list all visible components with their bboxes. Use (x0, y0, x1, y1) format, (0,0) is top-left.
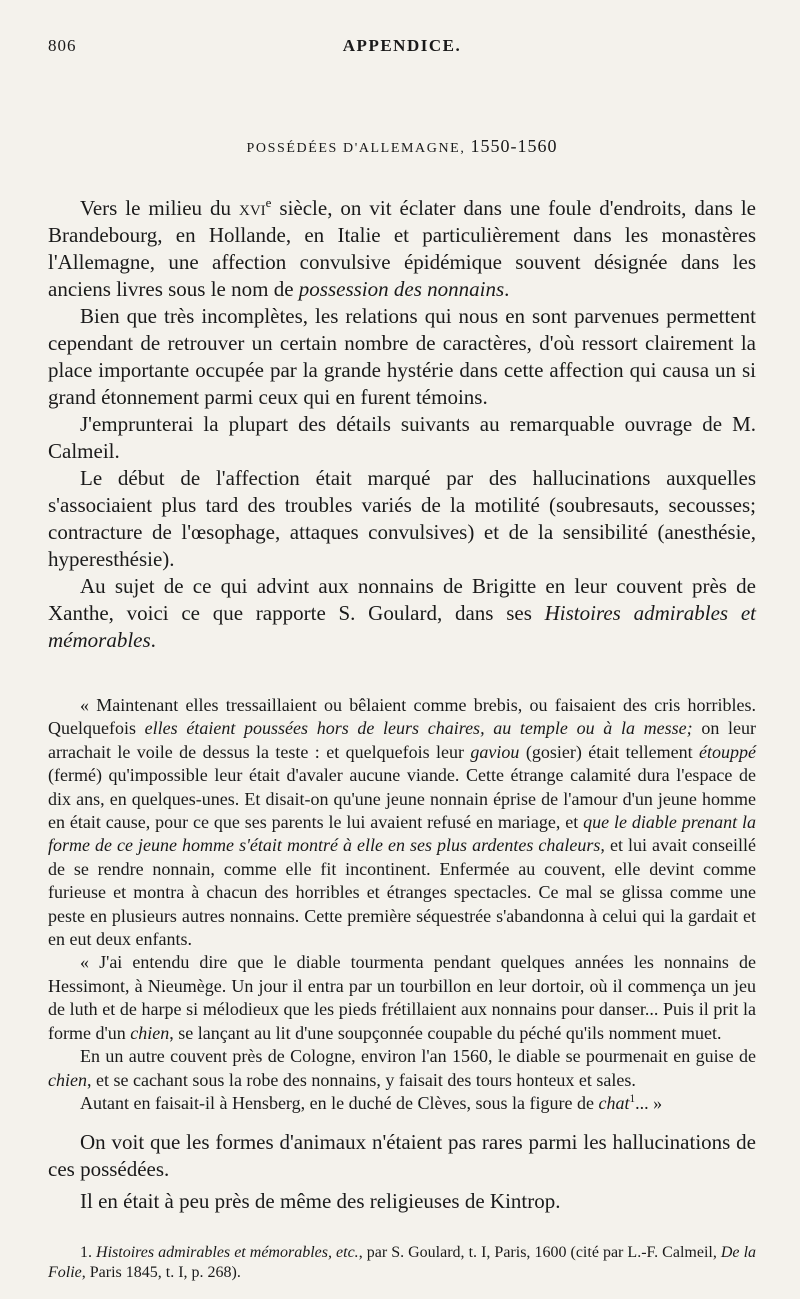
section-title (48, 136, 756, 157)
quote-paragraph-2: « J'ai entendu dire que le diable tourmenta pendant quelques années les nonnains de Hessimont, à Nieumège. Un jour il entra par un tourbillon en leur dortoir, où il commença un jeu de luth et de harpe si mélodieux que les pieds frétillaient aux nonnains pour danser... Puis il prit la forme d'un chien, se lançant au lit d'une soupçonnée coupable du péché qu'ils nomment muet. (48, 952, 756, 1043)
section-title-text: POSSÉDÉES D'ALLEMAGNE, (246, 141, 466, 156)
paragraph-1: Vers le milieu du xvi$^e$ siècle, on vit éclater dans une foule d'endroits, dans le Brandebourg, en Hollande, en Italie et particulièrement dans les monastères l'Allemagne, une affection convulsive épidémique souvent désignée dans les anciens livres sous le nom de possession des nonnains. (48, 195, 757, 301)
concluding-paragraph-2: Il en était à peu près de même des religieuses de Kintrop. (80, 1189, 561, 1214)
concluding-paragraph-1: On voit que les formes d'animaux n'étaient pas rares parmi les hallucinations de ces possédées. (48, 1130, 756, 1182)
concluding-text (48, 1129, 756, 1215)
paragraph-3: J'emprunterai la plupart des détails suivants au remarquable ouvrage de M. Calmeil. (48, 412, 756, 463)
quotation-block (48, 694, 756, 1115)
paragraph-4: Le début de l'affection était marqué par des hallucinations auxquelles s'associaient plus tard des troubles variés de la motilité (soubresauts, secousses; contracture de l'œsophage, attaques convulsives) et de la sensibilité (anesthésie, hyperesthésie). (48, 466, 756, 571)
footnote-number: 1. (80, 1244, 92, 1262)
paragraph-5-italic: Histoires admirables et mémorables (48, 601, 756, 652)
paragraph-5: Au sujet de ce qui advint aux nonnains de Brigitte en leur couvent près de Xanthe, voici ce que rapporte S. Goulard, dans ses Histoires admirables et mémorables. (48, 574, 756, 652)
paragraph-1-italic: possession des nonnains (298, 277, 505, 301)
footnote-marker[interactable]: 1 (629, 1092, 636, 1105)
quote-paragraph-4: Autant en faisait-il à Hensberg, en le duché de Clèves, sous la figure de chat$^1$... » (80, 1092, 663, 1113)
running-title: APPENDICE. (342, 36, 462, 55)
quote-paragraph-1: « Maintenant elles tressaillaient ou bêlaient comme brebis, ou faisaient des cris horribles. Quelquefois elles étaient poussées hors de leurs chaires, au temple ou à la messe; on leur arrachait le voile de dessus la teste : et quelquefois leur gaviou (gosier) était tellement étouppé (fermé) qu'impossible leur était d'avaler aucune viande. Cette étrange calamité dura l'espace de dix ans, en quelques-unes. Et disait-on qu'une jeune nonnain éprise de l'amour d'un jeune homme en était cause, pour ce que ses parents le lui avaient refusé en mariage, et que le diable prenant la forme de ce jeune homme s'était montré à elle en ses plus ardentes chaleurs, et lui avait conseillé de se rendre nonnain, comme elle fit incontinent. Enfermée au couvent, elle devint comme furieuse et montra à chacun des horribles et étranges spectacles. Ce mal se glissa comme une peste en plusieurs autres nonnains. Cette première séquestrée s'abandonna à celui qui la gardait et en eut deux enfants. (48, 695, 756, 950)
section-title-dates: 1550-1560 (470, 136, 558, 156)
century-numeral: xvi (238, 196, 266, 220)
body-text (48, 195, 756, 654)
page-number: 806 (48, 36, 77, 55)
footnote-1: 1. Histoires admirables et mémorables, etc., par S. Goulard, t. I, Paris, 1600 (cité par L.-F. Calmeil, De la Folie, Paris 1845, t. I, p. 268). (48, 1244, 757, 1282)
paragraph-2: Bien que très incomplètes, les relations qui nous en sont parvenues permettent cependant de retrouver un certain nombre de caractères, d'où ressort clairement la place importante occupée par la grande hystérie dans cette affection qui causa un si grand étonnement parmi ceux qui en furent témoins. (48, 304, 756, 409)
quote-paragraph-3: En un autre couvent près de Cologne, environ l'an 1560, le diable se pourmenait en guise de chien, et se cachant sous la robe des nonnains, y faisait des tours honteux et sales. (48, 1046, 756, 1090)
running-head (48, 30, 756, 58)
footnotes (48, 1243, 756, 1283)
